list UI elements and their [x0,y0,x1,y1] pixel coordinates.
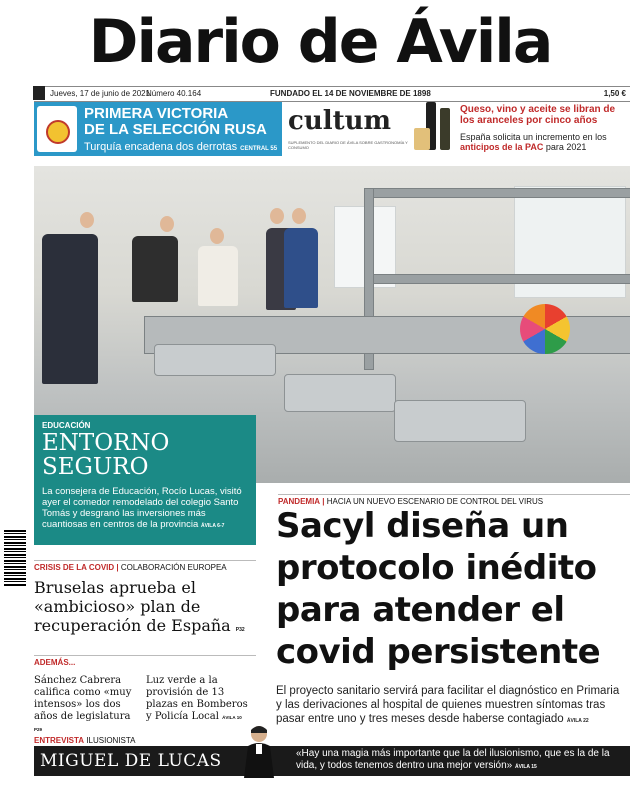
dateline [34,86,630,102]
barcode [4,530,26,586]
tournament-logo-icon [37,106,77,152]
cultum-text: España solicita un incremento en los anticipos de la PAC para 2021 [460,132,607,152]
photo-tray [284,374,396,412]
photo-person-head [210,228,224,244]
promo-cultum[interactable] [284,102,632,156]
photo-person [198,246,238,306]
price: 1,50 € [603,89,626,98]
main-story-ref: ÁVILA 22 [566,718,589,724]
education-ref: ÁVILA 6-7 [200,523,225,529]
photo-person [42,234,98,384]
photo-person-head [292,208,306,224]
main-lede: El proyecto sanitario servirá para facilitar el diagnóstico en Primaria y las derivaciones al hospital de quienes muestren síntomas tras pasar entre uno y tres meses desde haberse contagiado ÁVILA 22 [276,685,620,725]
interview-bar[interactable] [34,746,630,776]
issue-date: Jueves, 17 de junio de 2021 [50,89,151,98]
main-story-label: PANDEMIA | HACIA UN NUEVO ESCENARIO DE CONTROL DEL VIRUS [278,494,630,506]
crisis-ref: P32 [235,627,245,633]
cheese-icon [414,128,430,150]
newspaper-icon [33,86,45,100]
photo-shelf [364,188,630,198]
interview-name: MIGUEL DE LUCAS [40,751,222,771]
promo-sport[interactable] [34,102,282,156]
education-box[interactable] [34,415,256,545]
photo-shelf [364,274,630,284]
education-tag: EDUCACIÓN [42,421,91,430]
interview-ref: ÁVILA 15 [515,764,537,770]
photo-person [284,228,318,308]
photo-tray [394,400,526,442]
photo-person-head [80,212,94,228]
short-story-1[interactable]: Sánchez Cabrera califica como «muy intensos» los dos años de legislatura P29 [34,675,132,732]
promo-sport-line3: Turquía encadena dos derrotas CENTRAL 55 [84,141,278,153]
masthead: Diario de Ávila [88,7,552,77]
promo-sport-ref: CENTRAL 55 [240,146,278,152]
photo-person [132,236,178,302]
promo-sport-line1: PRIMERA VICTORIA [84,105,229,122]
magician-photo [238,724,280,778]
short-story-1-ref: P29 [34,727,43,732]
interview-quote: «Hay una magia más importante que la del ilusionismo, que es la de la vida, y todos tenemos dentro una mejor versión» ÁVILA 15 [296,748,610,771]
issue-number: Número 40.164 [146,89,202,98]
main-headline[interactable]: Sacyl diseña un protocolo inédito para atender el covid persistente [276,506,601,672]
photo-person-head [270,208,284,224]
cultum-subtitle: SUPLEMENTO DEL DIARIO DE ÁVILA SOBRE GASTRONOMÍA Y CONSUMO [288,140,408,150]
short-story-2[interactable]: Luz verde a la provisión de 13 plazas en Bomberos y Policía Local ÁVILA 10 [146,675,248,722]
crisis-headline[interactable]: Bruselas aprueba el «ambicioso» plan de recuperación de España P32 [34,578,245,635]
education-title: ENTORNO SEGURO [42,430,170,480]
cultum-logo: cultum [288,106,392,136]
education-body: La consejera de Educación, Rocío Lucas, visitó ayer el comedor remodelado del colegio Santo Tomás y desgranó las inversiones más cuantiosas en centros de la provincia ÁVILA 6-7 [42,486,242,530]
promo-sport-line2: DE LA SELECCIÓN RUSA [84,121,267,138]
founded-text: FUNDADO EL 14 DE NOVIEMBRE DE 1898 [270,89,431,98]
photo-person-head [160,216,174,232]
cultum-headline: Queso, vino y aceite se libran de los aranceles por cinco años [460,104,616,126]
crisis-label: CRISIS DE LA COVID | COLABORACIÓN EUROPEA [34,560,256,572]
short-story-2-ref: ÁVILA 10 [222,715,242,720]
oil-bottle-icon [440,108,450,150]
ademas-label: ADEMÁS... [34,655,256,667]
interview-label: ENTREVISTA ILUSIONISTA [34,736,136,745]
photo-tray [154,344,276,376]
pinwheel-icon [520,304,570,354]
